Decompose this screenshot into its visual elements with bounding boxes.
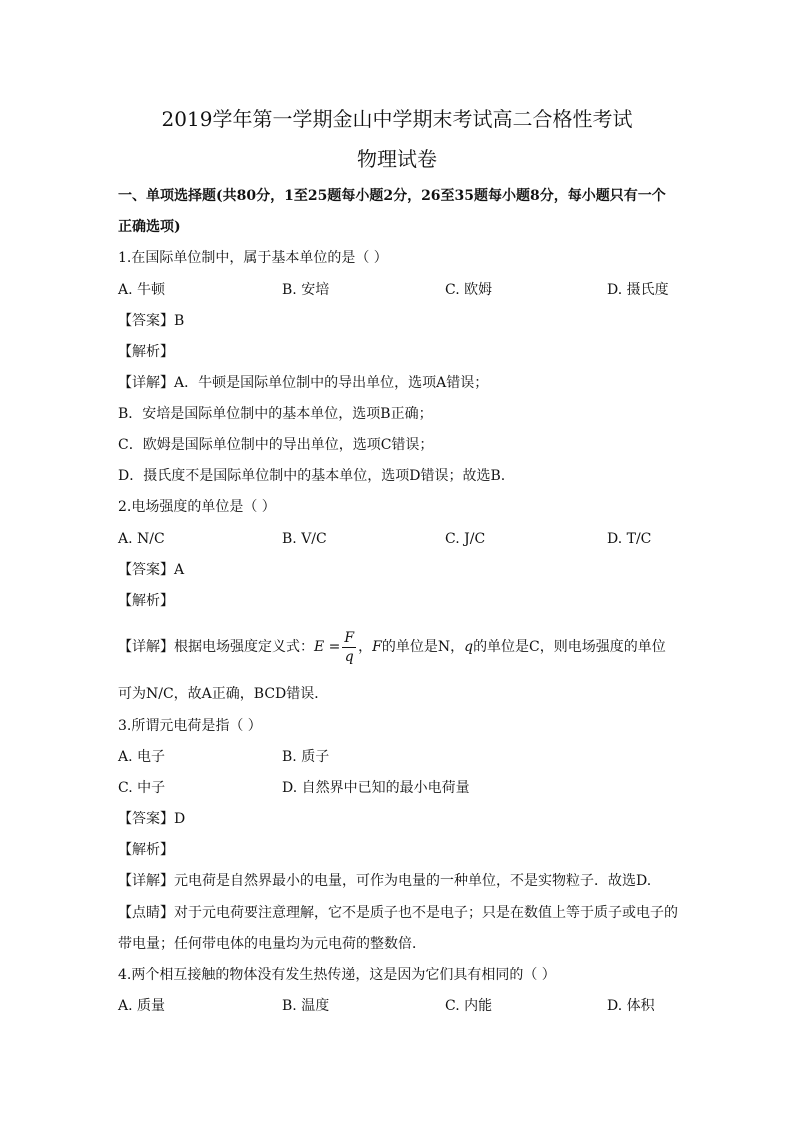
question-1-detail-line-2: B．安培是国际单位制中的基本单位，选项B正确；	[118, 406, 433, 422]
question-3-option-a: A. 电子	[118, 749, 166, 765]
question-3-option-c: C. 中子	[118, 780, 166, 796]
question-4-option-d: D. 体积	[607, 998, 655, 1014]
question-4-stem: 4.两个相互接触的物体没有发生热传递，这是因为它们具有相同的（ ）	[118, 967, 556, 983]
question-3-answer: 【答案】D	[118, 811, 186, 827]
section-heading-line-1: 一、单项选择题(共80分，1至25题每小题2分，26至35题每小题8分，每小题只有一个	[118, 188, 666, 204]
question-1-option-a: A. 牛顿	[118, 282, 166, 298]
formula-fraction	[342, 629, 356, 666]
detail-mid-3: 的单位是C，则电场强度的单位	[473, 639, 666, 655]
detail-mid-2: 的单位是N，	[381, 639, 465, 655]
question-1-answer: 【答案】B	[118, 313, 185, 329]
question-2-answer: 【答案】A	[118, 562, 185, 578]
question-3-analysis-label: 【解析】	[118, 842, 174, 858]
question-2-detail-line-1	[118, 628, 666, 666]
page-subtitle: 物理试卷	[357, 147, 437, 171]
question-1-analysis-label: 【解析】	[118, 344, 174, 360]
detail-separator: ，	[358, 639, 373, 655]
question-2-option-c: C. J/C	[445, 531, 486, 547]
question-3-detail: 【详解】元电荷是自然界最小的电量，可作为电量的一种单位，不是实物粒子．故选D.	[118, 873, 652, 889]
question-3-option-b: B. 质子	[282, 749, 330, 765]
variable-f: F	[372, 639, 382, 655]
formula-lhs: E =	[314, 639, 341, 655]
question-2-option-a: A. N/C	[118, 531, 165, 547]
variable-q: q	[464, 639, 474, 655]
question-3-stem: 3.所谓元电荷是指（ ）	[118, 718, 262, 734]
question-4-option-c: C. 内能	[445, 998, 493, 1014]
question-1-stem: 1.在国际单位制中，属于基本单位的是（ ）	[118, 250, 388, 266]
question-1-detail-line-3: C．欧姆是国际单位制中的导出单位，选项C错误；	[118, 437, 434, 453]
question-3-option-d: D. 自然界中已知的最小电荷量	[282, 780, 470, 796]
question-1-detail-line-4: D．摄氏度不是国际单位制中的基本单位，选项D错误；故选B.	[118, 468, 506, 484]
question-2-analysis-label: 【解析】	[118, 593, 174, 609]
question-1-option-b: B. 安培	[282, 282, 330, 298]
question-2-option-d: D. T/C	[607, 531, 652, 547]
question-2-detail-line-2: 可为N/C，故A正确，BCD错误．	[118, 686, 329, 702]
question-1-option-c: C. 欧姆	[445, 282, 493, 298]
formula-denominator: q	[344, 648, 354, 665]
question-1-option-d: D. 摄氏度	[607, 282, 669, 298]
question-4-option-b: B. 温度	[282, 998, 330, 1014]
question-1-detail-line-1: 【详解】A．牛顿是国际单位制中的导出单位，选项A错误；	[118, 375, 489, 391]
question-2-option-b: B. V/C	[282, 531, 327, 547]
detail-prefix: 【详解】根据电场强度定义式：	[118, 639, 314, 655]
page-title: 2019学年第一学期金山中学期末考试高二合格性考试	[161, 107, 633, 131]
question-3-note-line-2: 带电量；任何带电体的电量均为元电荷的整数倍．	[118, 936, 426, 952]
section-heading-line-2: 正确选项)	[118, 219, 181, 235]
question-4-option-a: A. 质量	[118, 998, 166, 1014]
question-3-note-line-1: 【点睛】对于元电荷要注意理解，它不是质子也不是电子；只是在数值上等于质子或电子的	[118, 905, 678, 921]
formula-numerator: F	[344, 629, 355, 646]
question-2-stem: 2.电场强度的单位是（ ）	[118, 499, 276, 515]
